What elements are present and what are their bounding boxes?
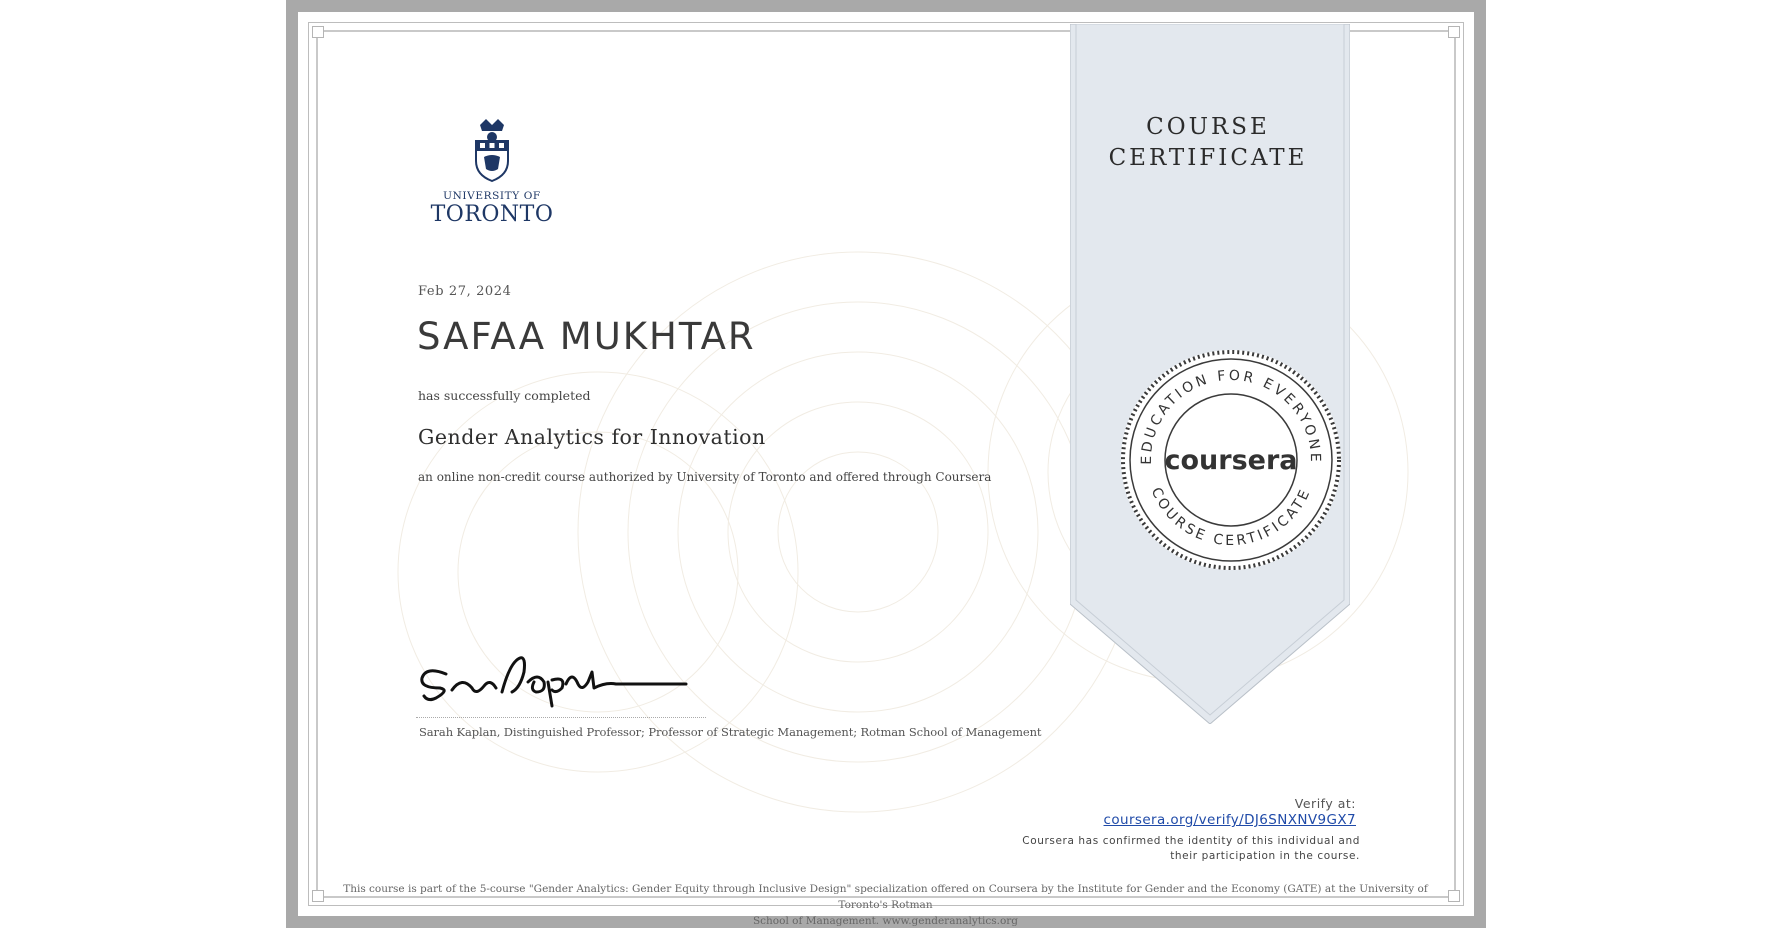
corner-ornament (1448, 890, 1460, 902)
identity-confirmation (918, 834, 1360, 864)
university-logo (418, 117, 568, 227)
verify-link[interactable]: coursera.org/verify/DJ6SNXNV9GX7 (1103, 812, 1356, 828)
completion-statement: has successfully completed (418, 388, 591, 403)
signature-image (416, 652, 706, 712)
identity-confirmation-line1: Coursera has confirmed the identity of this individual and (1022, 835, 1360, 847)
corner-ornament (1448, 26, 1460, 38)
seal-brand: coursera (1164, 445, 1298, 476)
footnote-line2: School of Management. www.genderanalytics.org (752, 915, 1019, 927)
seal-top-text: EDUCATION FOR EVERYONE (1138, 367, 1324, 465)
certificate-type-title (1070, 112, 1346, 174)
specialization-footnote (343, 881, 1428, 929)
crest-icon (476, 119, 508, 181)
verify-label: Verify at: (1294, 796, 1356, 811)
university-logo-line1: UNIVERSITY OF (443, 190, 541, 202)
course-title: Gender Analytics for Innovation (418, 425, 766, 449)
corner-ornament (312, 26, 324, 38)
completion-date: Feb 27, 2024 (418, 284, 512, 299)
certificate-type-line1: COURSE (1146, 114, 1270, 140)
seal-bottom-text: COURSE CERTIFICATE (1147, 485, 1315, 550)
authorization-statement: an online non-credit course authorized by University of Toronto and offered through Coursera (418, 470, 992, 484)
signature-line (416, 717, 706, 718)
coursera-seal (1118, 347, 1344, 573)
certificate-type-line2: CERTIFICATE (1108, 145, 1308, 171)
signer-credentials: Sarah Kaplan, Distinguished Professor; Professor of Strategic Management; Rotman School of Management (419, 725, 1042, 739)
certificate-frame (286, 0, 1486, 928)
certificate-page (298, 12, 1474, 927)
identity-confirmation-line2: their participation in the course. (1170, 850, 1360, 862)
corner-ornament (312, 890, 324, 902)
recipient-name: SAFAA MUKHTAR (417, 315, 756, 358)
footnote-line1: This course is part of the 5-course "Gender Analytics: Gender Equity through Inclusive Design" specialization offered on Coursera by the Institute for Gender and the Economy (GATE) at the University of Toronto's Rotman (343, 883, 1428, 911)
university-logo-line2: TORONTO (430, 202, 554, 227)
